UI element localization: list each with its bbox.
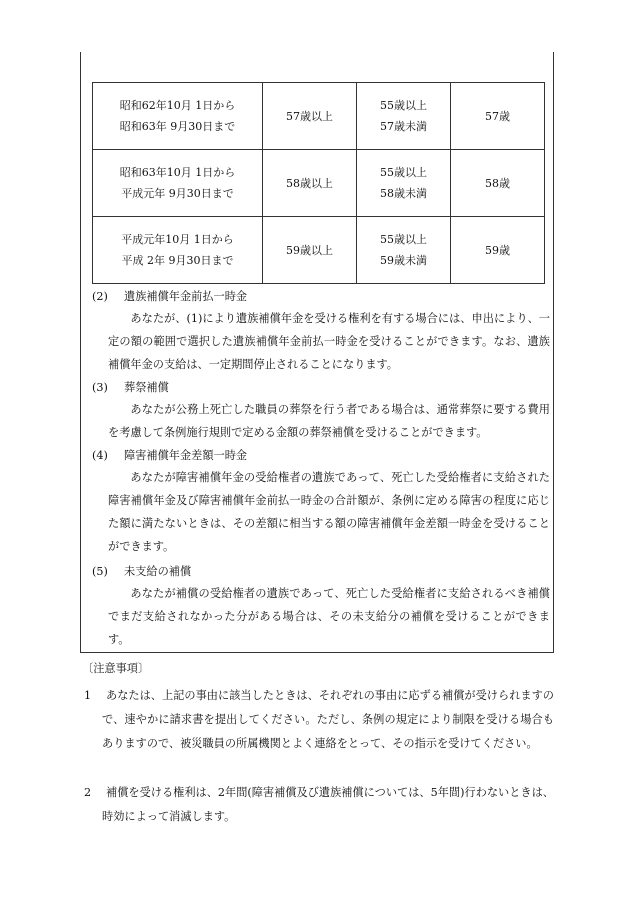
section-title: 障害補償年金差額一時金: [124, 449, 248, 462]
section-heading: [90, 445, 550, 466]
period-cell: [93, 83, 263, 150]
section-number: (3): [92, 381, 108, 394]
age-c-cell: 57歳: [451, 83, 545, 150]
age-b-cell: [357, 150, 451, 217]
section-heading: [90, 377, 550, 398]
table-row: [93, 150, 545, 217]
age-b-max: 58歳未満: [380, 187, 427, 200]
note-item: [84, 684, 554, 756]
section-number: (2): [92, 290, 108, 303]
note-number: 1: [84, 689, 92, 702]
section-title: 未支給の補償: [124, 565, 192, 578]
age-a-cell: 58歳以上: [263, 150, 357, 217]
age-b-min: 55歳以上: [380, 99, 427, 112]
section-title: 葬祭補償: [124, 381, 169, 394]
period-end: 昭和63年 9月30日まで: [119, 120, 236, 133]
section-disability-difference: [90, 445, 550, 558]
section-title: 遺族補償年金前払一時金: [124, 290, 248, 303]
age-b-min: 55歳以上: [380, 233, 427, 246]
age-table: [92, 82, 545, 284]
age-a-cell: 57歳以上: [263, 83, 357, 150]
table-row: [93, 217, 545, 284]
period-end: 平成 2年 9月30日まで: [121, 254, 234, 267]
note-item: [84, 781, 554, 829]
age-c-cell: 58歳: [451, 150, 545, 217]
section-body: あなたが補償の受給権者の遺族であって、死亡した受給権者に支給されるべき補償でまだ支給されなかった分がある場合は、その未支給分の補償を受けることができます。: [108, 587, 550, 646]
section-number: (5): [92, 565, 108, 578]
section-body: あなたが障害補償年金の受給権者の遺族であって、死亡した受給権者に支給された障害補償年金及び障害補償年金前払一時金の合計額が、条例に定める障害の程度に応じた額に満たないときは、その差額に相当する額の障害補償年金差額一時金を受けることができます。: [108, 471, 550, 553]
note-text: あなたは、上記の事由に該当したときは、それぞれの事由に応ずる補償が受けられますので、速やかに請求書を提出してください。ただし、条例の規定により制限を受ける場合もありますので、被災職員の所属機関とよく連絡をとって、その指示を受けてください。: [102, 689, 554, 750]
period-end: 平成元年 9月30日まで: [121, 187, 234, 200]
section-unpaid: [90, 561, 550, 651]
age-b-max: 59歳未満: [380, 254, 427, 267]
age-b-max: 57歳未満: [380, 120, 427, 133]
period-cell: [93, 217, 263, 284]
age-b-cell: [357, 217, 451, 284]
period-start: 昭和63年10月 1日から: [119, 166, 236, 179]
section-funeral: [90, 377, 550, 444]
period-start: 平成元年10月 1日から: [121, 233, 234, 246]
section-body: あなたが公務上死亡した職員の葬祭を行う者である場合は、通常葬祭に要する費用を考慮して条例施行規則で定める金額の葬祭補償を受けることができます。: [108, 403, 550, 439]
section-heading: [90, 561, 550, 582]
age-c-cell: 59歳: [451, 217, 545, 284]
note-text: 補償を受ける権利は、2年間(障害補償及び遺族補償については、5年間)行わないときは、時効によって消滅します。: [102, 786, 554, 823]
notes-title: 〔注意事項〕: [82, 662, 150, 675]
period-start: 昭和62年10月 1日から: [119, 99, 236, 112]
section-body: あなたが、(1)により遺族補償年金を受ける権利を有する場合には、申出により、一定の額の範囲で選択した遺族補償年金前払一時金を受けることができます。なお、遺族補償年金の支給は、一定期間停止されることになります。: [108, 312, 550, 371]
period-cell: [93, 150, 263, 217]
age-b-min: 55歳以上: [380, 166, 427, 179]
table-row: [93, 83, 545, 150]
age-a-cell: 59歳以上: [263, 217, 357, 284]
age-b-cell: [357, 83, 451, 150]
section-lump-sum: [90, 286, 550, 376]
section-heading: [90, 286, 550, 307]
note-number: 2: [84, 786, 92, 799]
section-number: (4): [92, 449, 108, 462]
